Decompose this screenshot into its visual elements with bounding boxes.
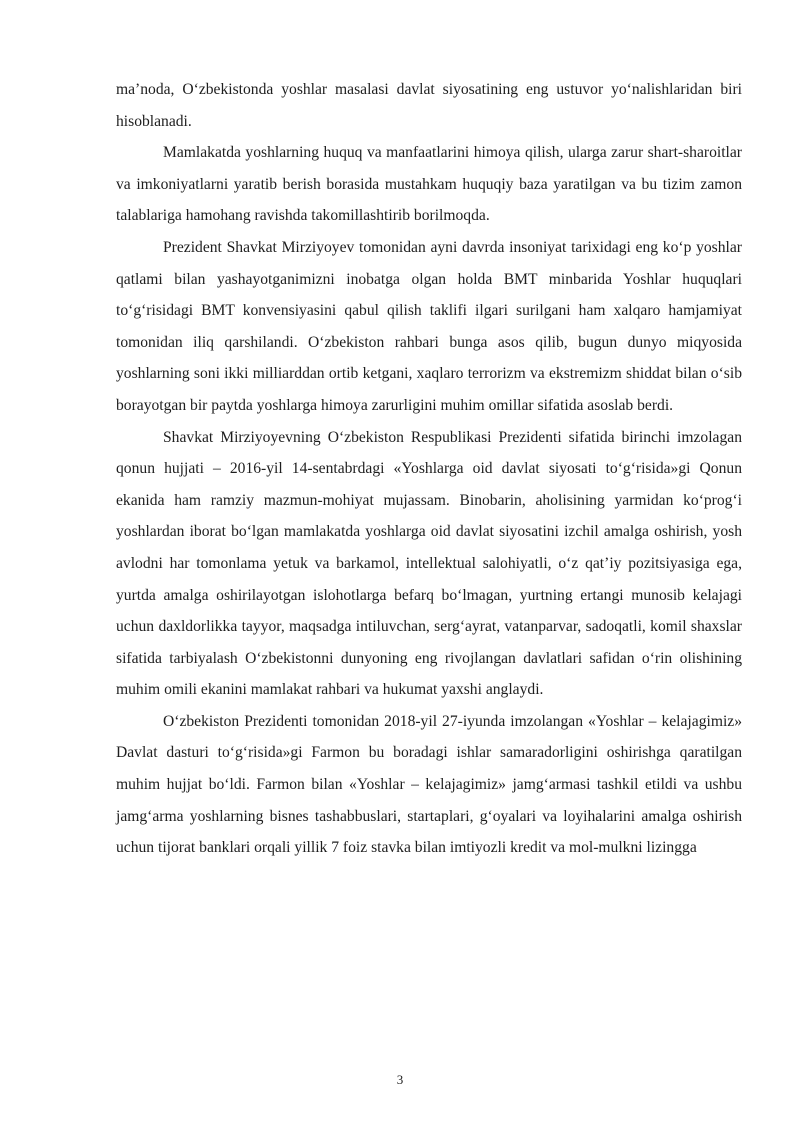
- paragraph-2: Mamlakatda yoshlarning huquq va manfaatlarini himoya qilish, ularga zarur shart-sharoitlar va imkoniyatlarni yaratib berish borasida mustahkam huquqiy baza yaratilgan va bu tizim zamon talablariga hamohang ravishda takomillashtirib borilmoqda.: [116, 144, 742, 225]
- page-number: 3: [396, 1072, 404, 1087]
- paragraph-1: ma’noda, O‘zbekistonda yoshlar masalasi davlat siyosatining eng ustuvor yo‘nalishlaridan biri hisoblanadi.: [116, 81, 742, 130]
- paragraph-4: Shavkat Mirziyoyevning O‘zbekiston Respublikasi Prezidenti sifatida birinchi imzolagan qonun hujjati – 2016-yil 14-sentabrdagi «Yoshlarga oid davlat siyosati to‘g‘risida»gi Qonun ekanida ham ramziy mazmun-mohiyat mujassam. Binobarin, aholisining yarmidan ko‘prog‘i yoshlardan iborat bo‘lgan mamlakatda yoshlarga oid davlat siyosatini izchil amalga oshirish, yosh avlodni har tomonlama yetuk va barkamol, intellektual salohiyatli, o‘z qat’iy pozitsiyasiga ega, yurtda amalga oshirilayotgan islohotlarga befarq bo‘lmagan, yurtning ertangi munosib kelajagi uchun daxldorlikka tayyor, maqsadga intiluvchan, serg‘ayrat, vatanparvar, sadoqatli, komil shaxslar sifatida tarbiyalash O‘zbekistonni dunyoning eng rivojlangan davlatlari safidan o‘rin olishining muhim omili ekanini mamlakat rahbari va hukumat yaxshi anglaydi.: [116, 428, 742, 699]
- paragraph-5: O‘zbekiston Prezidenti tomonidan 2018-yil 27-iyunda imzolangan «Yoshlar – kelajagimiz» Davlat dasturi to‘g‘risida»gi Farmon bu boradagi ishlar samaradorligini oshirishga qaratilgan muhim hujjat bo‘ldi. Farmon bilan «Yoshlar – kelajagimiz» jamg‘armasi tashkil etildi va ushbu jamg‘arma yoshlarning bisnes tashabbuslari, startaplari, g‘oyalari va loyihalarini amalga oshirish uchun tijorat banklari orqali yillik 7 foiz stavka bilan imtiyozli kredit va mol-mulkni lizingga: [116, 712, 742, 857]
- paragraph-3: Prezident Shavkat Mirziyoyev tomonidan ayni davrda insoniyat tarixidagi eng ko‘p yoshlar qatlami bilan yashayotganimizni inobatga olgan holda BMT minbarida Yoshlar huquqlari to‘g‘risidagi BMT konvensiyasini qabul qilish taklifi ilgari surilgani ham xalqaro hamjamiyat tomonidan iliq qarshilandi. O‘zbekiston rahbari bunga asos qilib, bugun dunyo miqyosida yoshlarning soni ikki milliarddan ortib ketgani, xaqlaro terrorizm va ekstremizm shiddat bilan o‘sib borayotgan bir paytda yoshlarga himoya zarurligini muhim omillar sifatida asoslab berdi.: [116, 238, 742, 414]
- document-body: [116, 74, 742, 864]
